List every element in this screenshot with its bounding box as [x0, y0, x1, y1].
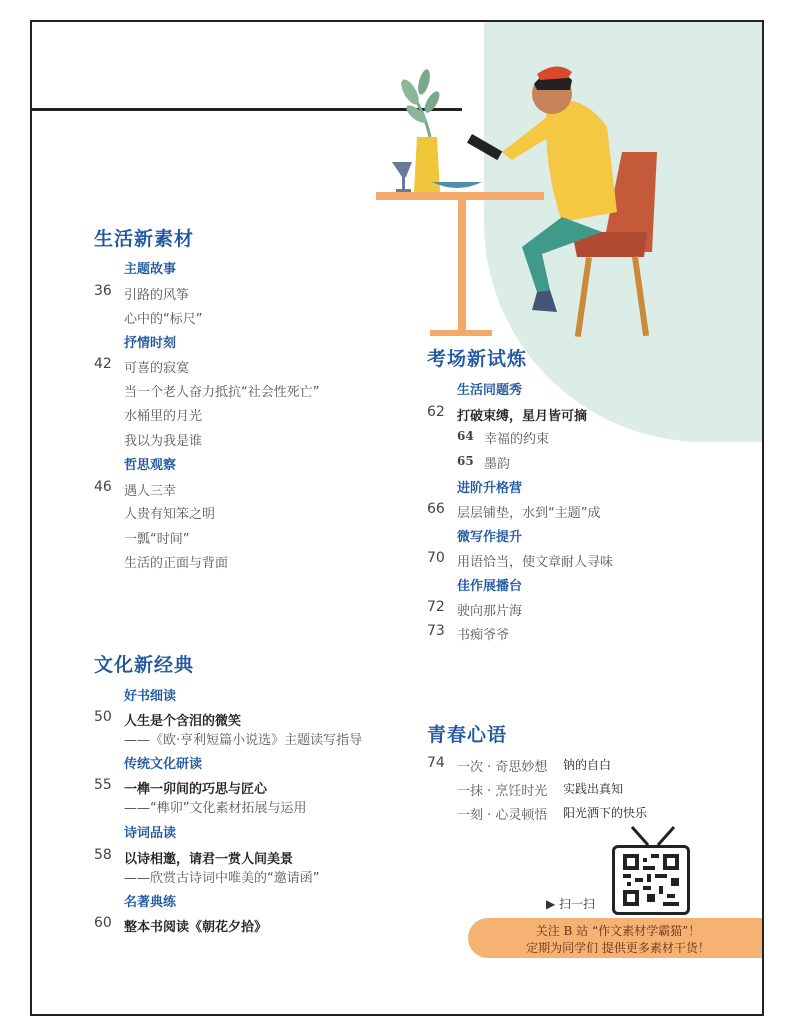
page-number: 55: [94, 777, 112, 793]
subsection-showcase: 佳作展播台: [457, 579, 523, 594]
toc-item: 引路的风筝: [124, 288, 190, 303]
toc-item: 驶向那片海: [457, 604, 523, 619]
toc-item: 打破束缚，星月皆可摘: [457, 409, 588, 424]
page-number: 58: [94, 847, 112, 863]
toc-note: ——《欧·亨利短篇小说选》主题读写指导: [124, 733, 363, 748]
toc-item-title: 阳光洒下的快乐: [563, 806, 648, 820]
toc-item: 一抹 · 烹饪时光: [457, 784, 548, 799]
toc-item: 墨韵: [484, 457, 511, 472]
qr-code-frame: [612, 845, 690, 915]
toc-item: 我以为我是谁: [124, 434, 203, 449]
subsection-traditional: 传统文化研读: [124, 757, 203, 772]
toc-item: 一瓢“时间”: [124, 532, 190, 547]
page-number: 60: [94, 915, 112, 931]
section-title-youth: 青春心语: [427, 720, 507, 747]
toc-note: ——“榫卯”文化素材拓展与运用: [124, 801, 307, 816]
toc-item-title: 钠的自白: [563, 758, 612, 772]
subsection-advance: 进阶升格营: [457, 481, 523, 496]
toc-item: 幸福的约束: [484, 432, 550, 447]
toc-item: 整本书阅读《朝花夕拾》: [124, 920, 268, 935]
page-number: 36: [94, 283, 112, 299]
toc-item: 人生是个含泪的微笑: [124, 714, 242, 729]
toc-item: 一榫一卯间的巧思与匠心: [124, 782, 268, 797]
section-title-culture: 文化新经典: [94, 650, 194, 677]
toc-item: 一刻 · 心灵顿悟: [457, 808, 548, 823]
subsection-lyric: 抒情时刻: [124, 336, 177, 351]
page-number: 50: [94, 709, 112, 725]
toc-item: 当一个老人奋力抵抗“社会性死亡”: [124, 385, 320, 400]
subsection-micro-writing: 微写作提升: [457, 530, 523, 545]
reading-person-illustration: [372, 42, 672, 342]
toc-item: 用语恰当，使文章耐人寻味: [457, 555, 614, 570]
tv-antenna-icon: [628, 825, 678, 847]
page-number: 62: [427, 404, 445, 420]
page-number: 73: [427, 623, 445, 639]
toc-item: 水桶里的月光: [124, 409, 203, 424]
toc-item: 遇人三幸: [124, 484, 177, 499]
subsection-same-topic: 生活同题秀: [457, 383, 523, 398]
page-number: 42: [94, 356, 112, 372]
toc-item: 心中的“标尺”: [124, 312, 203, 327]
toc-item: 以诗相邀，请君一赏人间美景: [124, 852, 294, 867]
toc-item: 可喜的寂寞: [124, 361, 190, 376]
scan-label: ▶ 扫一扫: [546, 897, 596, 911]
toc-page: [30, 20, 764, 1016]
promo-banner: [468, 918, 764, 958]
toc-note: ——欣赏古诗词中唯美的“邀请函”: [124, 871, 320, 886]
promo-line-1: 关注 B 站 “作文素材学霸猫”！: [535, 924, 701, 938]
toc-item: 生活的正面与背面: [124, 556, 229, 571]
page-number: 64: [457, 429, 474, 443]
page-number: 65: [457, 454, 474, 468]
qr-code-icon: [623, 854, 679, 906]
page-number: 70: [427, 550, 445, 566]
section-title-exam: 考场新试炼: [427, 344, 527, 371]
section-title-life: 生活新素材: [94, 224, 194, 251]
subsection-story: 主题故事: [124, 262, 177, 277]
toc-item-title: 实践出真知: [563, 782, 624, 796]
toc-item: 一次 · 奇思妙想: [457, 760, 548, 775]
page-number: 46: [94, 479, 112, 495]
promo-line-2: 定期为同学们 提供更多素材干货！: [526, 941, 710, 955]
subsection-philosophy: 哲思观察: [124, 458, 177, 473]
subsection-good-books: 好书细读: [124, 689, 177, 704]
toc-item: 层层铺垫，水到“主题”成: [457, 506, 601, 521]
page-number: 72: [427, 599, 445, 615]
page-number: 74: [427, 755, 445, 771]
subsection-poetry: 诗词品读: [124, 826, 177, 841]
page-number: 66: [427, 501, 445, 517]
toc-item: 人贵有知笨之明: [124, 507, 216, 522]
toc-item: 书痴爷爷: [457, 628, 510, 643]
subsection-classics: 名著典练: [124, 895, 177, 910]
